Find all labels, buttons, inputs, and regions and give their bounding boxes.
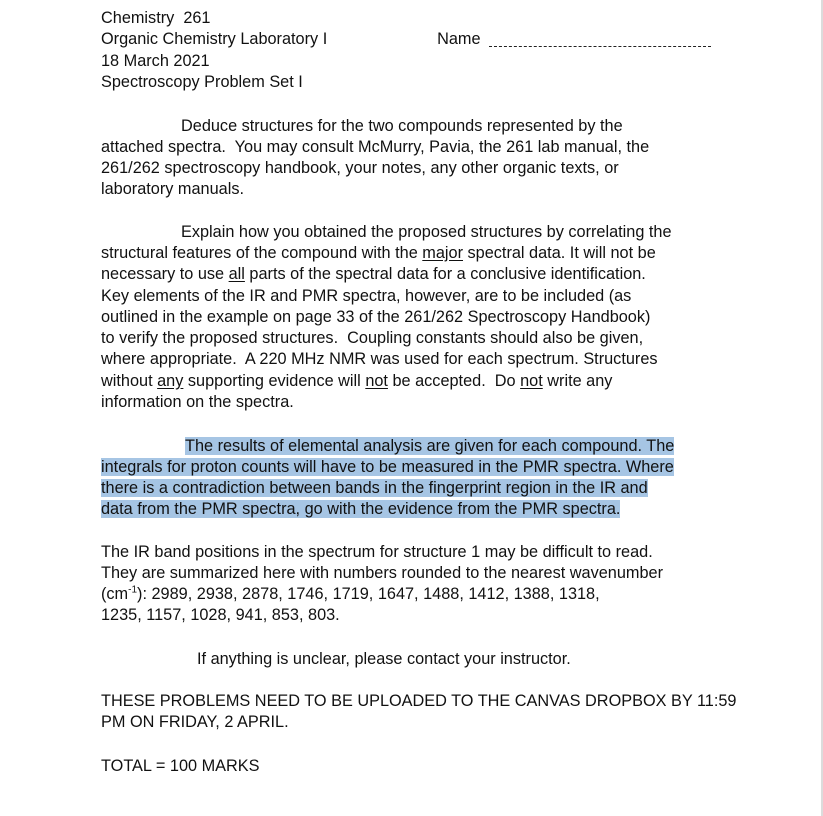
highlighted-line[interactable] <box>185 436 674 457</box>
selection-span[interactable]: there is a contradiction between bands in the fingerprint region in the IR and <box>101 479 648 497</box>
para4-line: The IR band positions in the spectrum for structure 1 may be difficult to read. <box>101 543 653 561</box>
para2-line <box>101 243 656 264</box>
para2-line: outlined in the example on page 33 of the 261/262 Spectroscopy Handbook) <box>101 308 651 326</box>
underlined-word: major <box>422 244 463 262</box>
text-span: supporting evidence will <box>183 372 366 390</box>
deadline-line: THESE PROBLEMS NEED TO BE UPLOADED TO THE CANVAS DROPBOX BY 11:59 <box>101 692 737 710</box>
total-marks: TOTAL = 100 MARKS <box>101 757 260 775</box>
para2-line: Explain how you obtained the proposed structures by correlating the <box>181 223 672 241</box>
text-span: without <box>101 372 158 390</box>
underlined-word: any <box>157 372 184 390</box>
lab-title: Organic Chemistry Laboratory I <box>101 30 328 48</box>
contact-note: If anything is unclear, please contact your instructor. <box>197 650 571 668</box>
underlined-word: not <box>520 372 543 390</box>
text-span: ): 2989, 2938, 2878, 1746, 1719, 1647, 1488, 1412, 1388, 1318, <box>137 585 600 603</box>
name-label: Name <box>437 30 481 48</box>
para4-line: 1235, 1157, 1028, 941, 853, 803. <box>101 606 340 624</box>
underlined-word: not <box>365 372 388 390</box>
para2-line: information on the spectra. <box>101 393 294 411</box>
name-blank[interactable] <box>489 45 711 47</box>
selection-span[interactable]: The results of elemental analysis are given for each compound. The <box>185 437 675 455</box>
para4-line <box>101 584 600 605</box>
underlined-word: all <box>228 265 245 283</box>
text-span: (cm <box>101 585 129 603</box>
text-span: necessary to use <box>101 265 229 283</box>
highlighted-line[interactable] <box>101 478 648 499</box>
name-field[interactable] <box>419 8 711 48</box>
para1-line: laboratory manuals. <box>101 180 244 198</box>
highlighted-line[interactable] <box>101 499 620 520</box>
problem-set-title: Spectroscopy Problem Set I <box>101 73 303 91</box>
para2-line: where appropriate. A 220 MHz NMR was used for each spectrum. Structures <box>101 350 658 368</box>
text-span: structural features of the compound with the <box>101 244 423 262</box>
para4-line: They are summarized here with numbers rounded to the nearest wavenumber <box>101 564 663 582</box>
superscript: -1 <box>128 584 138 596</box>
selection-span[interactable]: data from the PMR spectra, go with the evidence from the PMR spectra. <box>101 500 621 518</box>
para1-line: attached spectra. You may consult McMurry, Pavia, the 261 lab manual, the <box>101 138 650 156</box>
deadline-line: PM ON FRIDAY, 2 APRIL. <box>101 713 289 731</box>
para1-line: Deduce structures for the two compounds represented by the <box>181 117 623 135</box>
text-span: be accepted. Do <box>387 372 521 390</box>
para2-line: Key elements of the IR and PMR spectra, however, are to be included (as <box>101 287 632 305</box>
highlighted-line[interactable] <box>101 457 674 478</box>
selection-span[interactable]: integrals for proton counts will have to be measured in the PMR spectra. Where <box>101 458 674 476</box>
para1-line: 261/262 spectroscopy handbook, your notes, any other organic texts, or <box>101 159 619 177</box>
course-title: Chemistry 261 <box>101 9 211 27</box>
text-span: write any <box>542 372 613 390</box>
text-span: parts of the spectral data for a conclusive identification. <box>244 265 646 283</box>
para2-line <box>101 264 646 285</box>
para2-line: to verify the proposed structures. Coupling constants should also be given, <box>101 329 644 347</box>
text-span: spectral data. It will not be <box>463 244 656 262</box>
para2-line <box>101 371 612 392</box>
date-line: 18 March 2021 <box>101 52 210 70</box>
